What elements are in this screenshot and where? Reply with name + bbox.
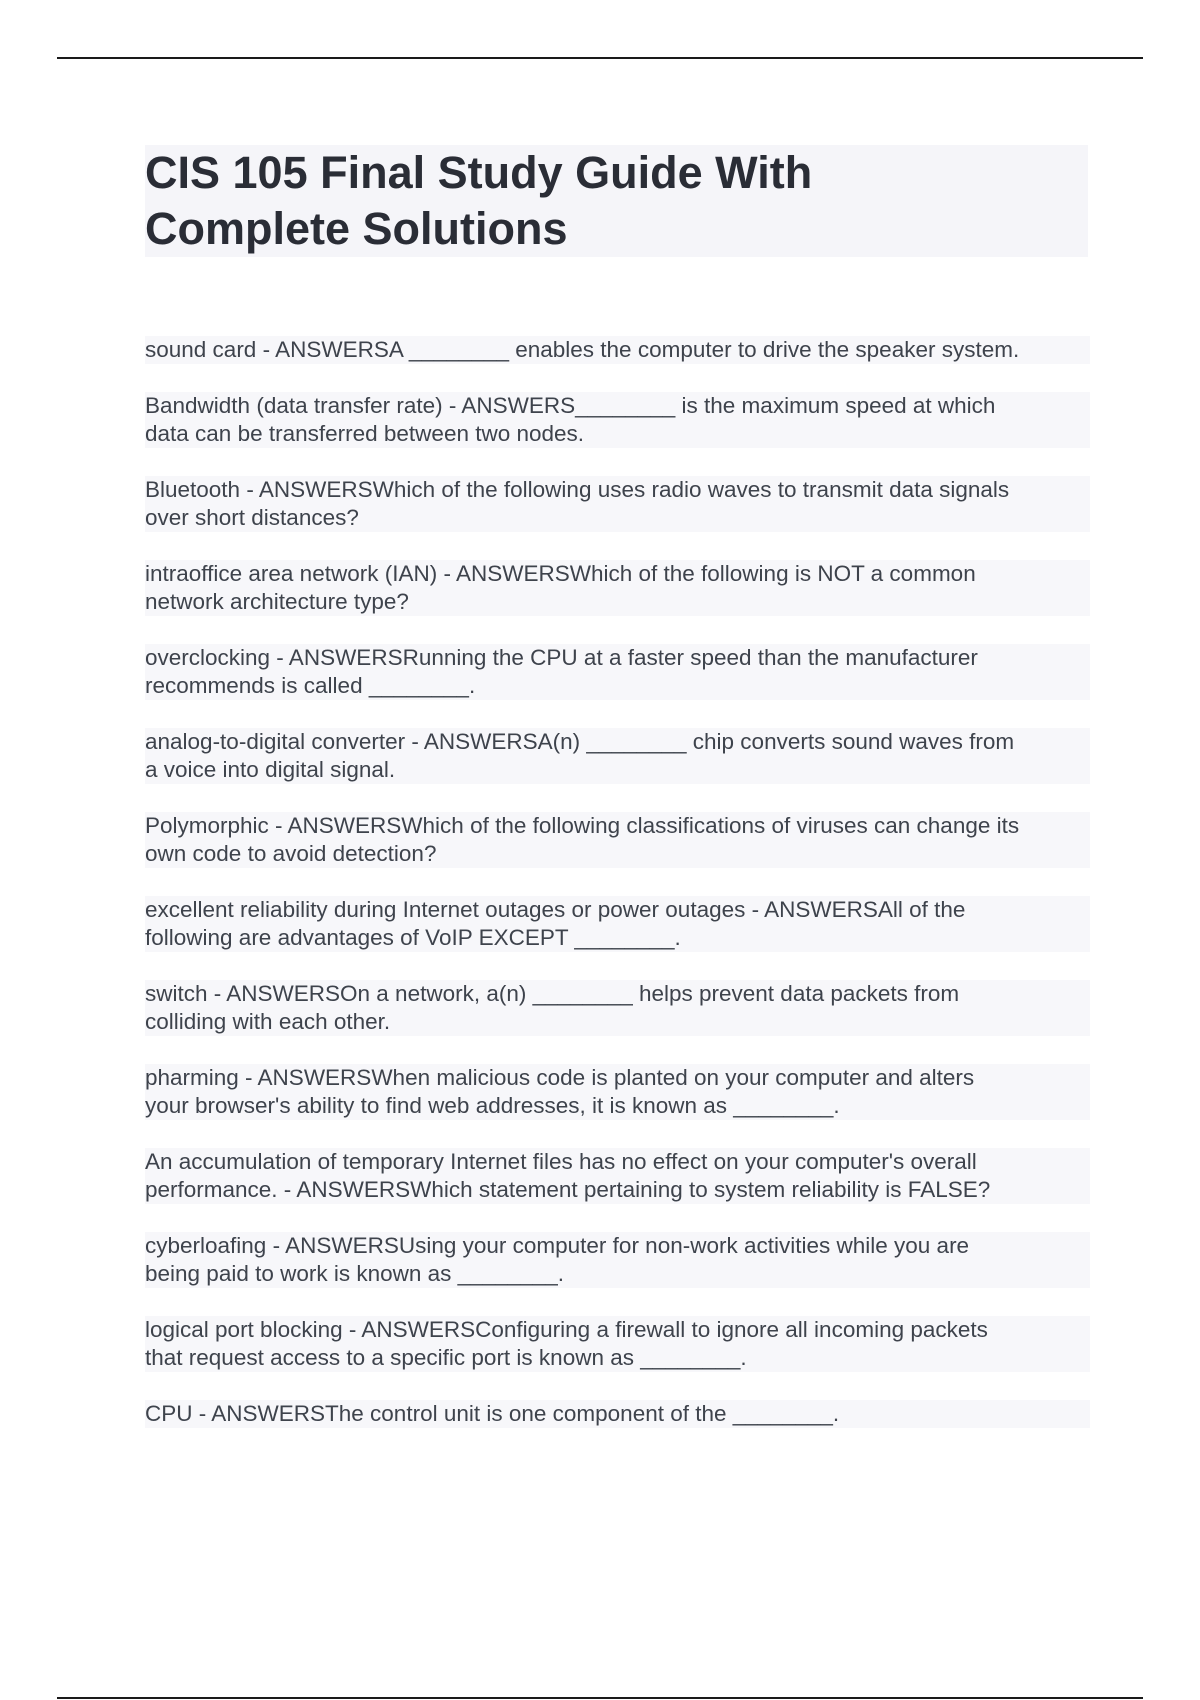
qa-item: CPU - ANSWERSThe control unit is one component of the ________. xyxy=(145,1400,1090,1428)
qa-item: An accumulation of temporary Internet files has no effect on your computer's overall performance. - ANSWERSWhich statement pertaining to system reliability is FALSE? xyxy=(145,1148,1090,1204)
qa-item: overclocking - ANSWERSRunning the CPU at a faster speed than the manufacturer recommends is called ________. xyxy=(145,644,1090,700)
qa-list xyxy=(145,336,1090,1456)
qa-item: intraoffice area network (IAN) - ANSWERSWhich of the following is NOT a common network architecture type? xyxy=(145,560,1090,616)
qa-item: logical port blocking - ANSWERSConfiguring a firewall to ignore all incoming packets that request access to a specific port is known as ________. xyxy=(145,1316,1090,1372)
bottom-rule xyxy=(57,1697,1143,1699)
qa-item: excellent reliability during Internet outages or power outages - ANSWERSAll of the following are advantages of VoIP EXCEPT ________. xyxy=(145,896,1090,952)
title-block xyxy=(145,145,1088,257)
qa-item: cyberloafing - ANSWERSUsing your computer for non-work activities while you are being paid to work is known as ________. xyxy=(145,1232,1090,1288)
qa-item: Bandwidth (data transfer rate) - ANSWERS________ is the maximum speed at which data can be transferred between two nodes. xyxy=(145,392,1090,448)
qa-item: Polymorphic - ANSWERSWhich of the following classifications of viruses can change its own code to avoid detection? xyxy=(145,812,1090,868)
page-title: CIS 105 Final Study Guide With Complete Solutions xyxy=(145,147,813,254)
qa-item: pharming - ANSWERSWhen malicious code is planted on your computer and alters your browser's ability to find web addresses, it is known as ________. xyxy=(145,1064,1090,1120)
qa-item: switch - ANSWERSOn a network, a(n) ________ helps prevent data packets from colliding with each other. xyxy=(145,980,1090,1036)
qa-item: sound card - ANSWERSA ________ enables the computer to drive the speaker system. xyxy=(145,336,1090,364)
qa-item: Bluetooth - ANSWERSWhich of the following uses radio waves to transmit data signals over short distances? xyxy=(145,476,1090,532)
qa-item: analog-to-digital converter - ANSWERSA(n) ________ chip converts sound waves from a voice into digital signal. xyxy=(145,728,1090,784)
top-rule xyxy=(57,57,1143,59)
